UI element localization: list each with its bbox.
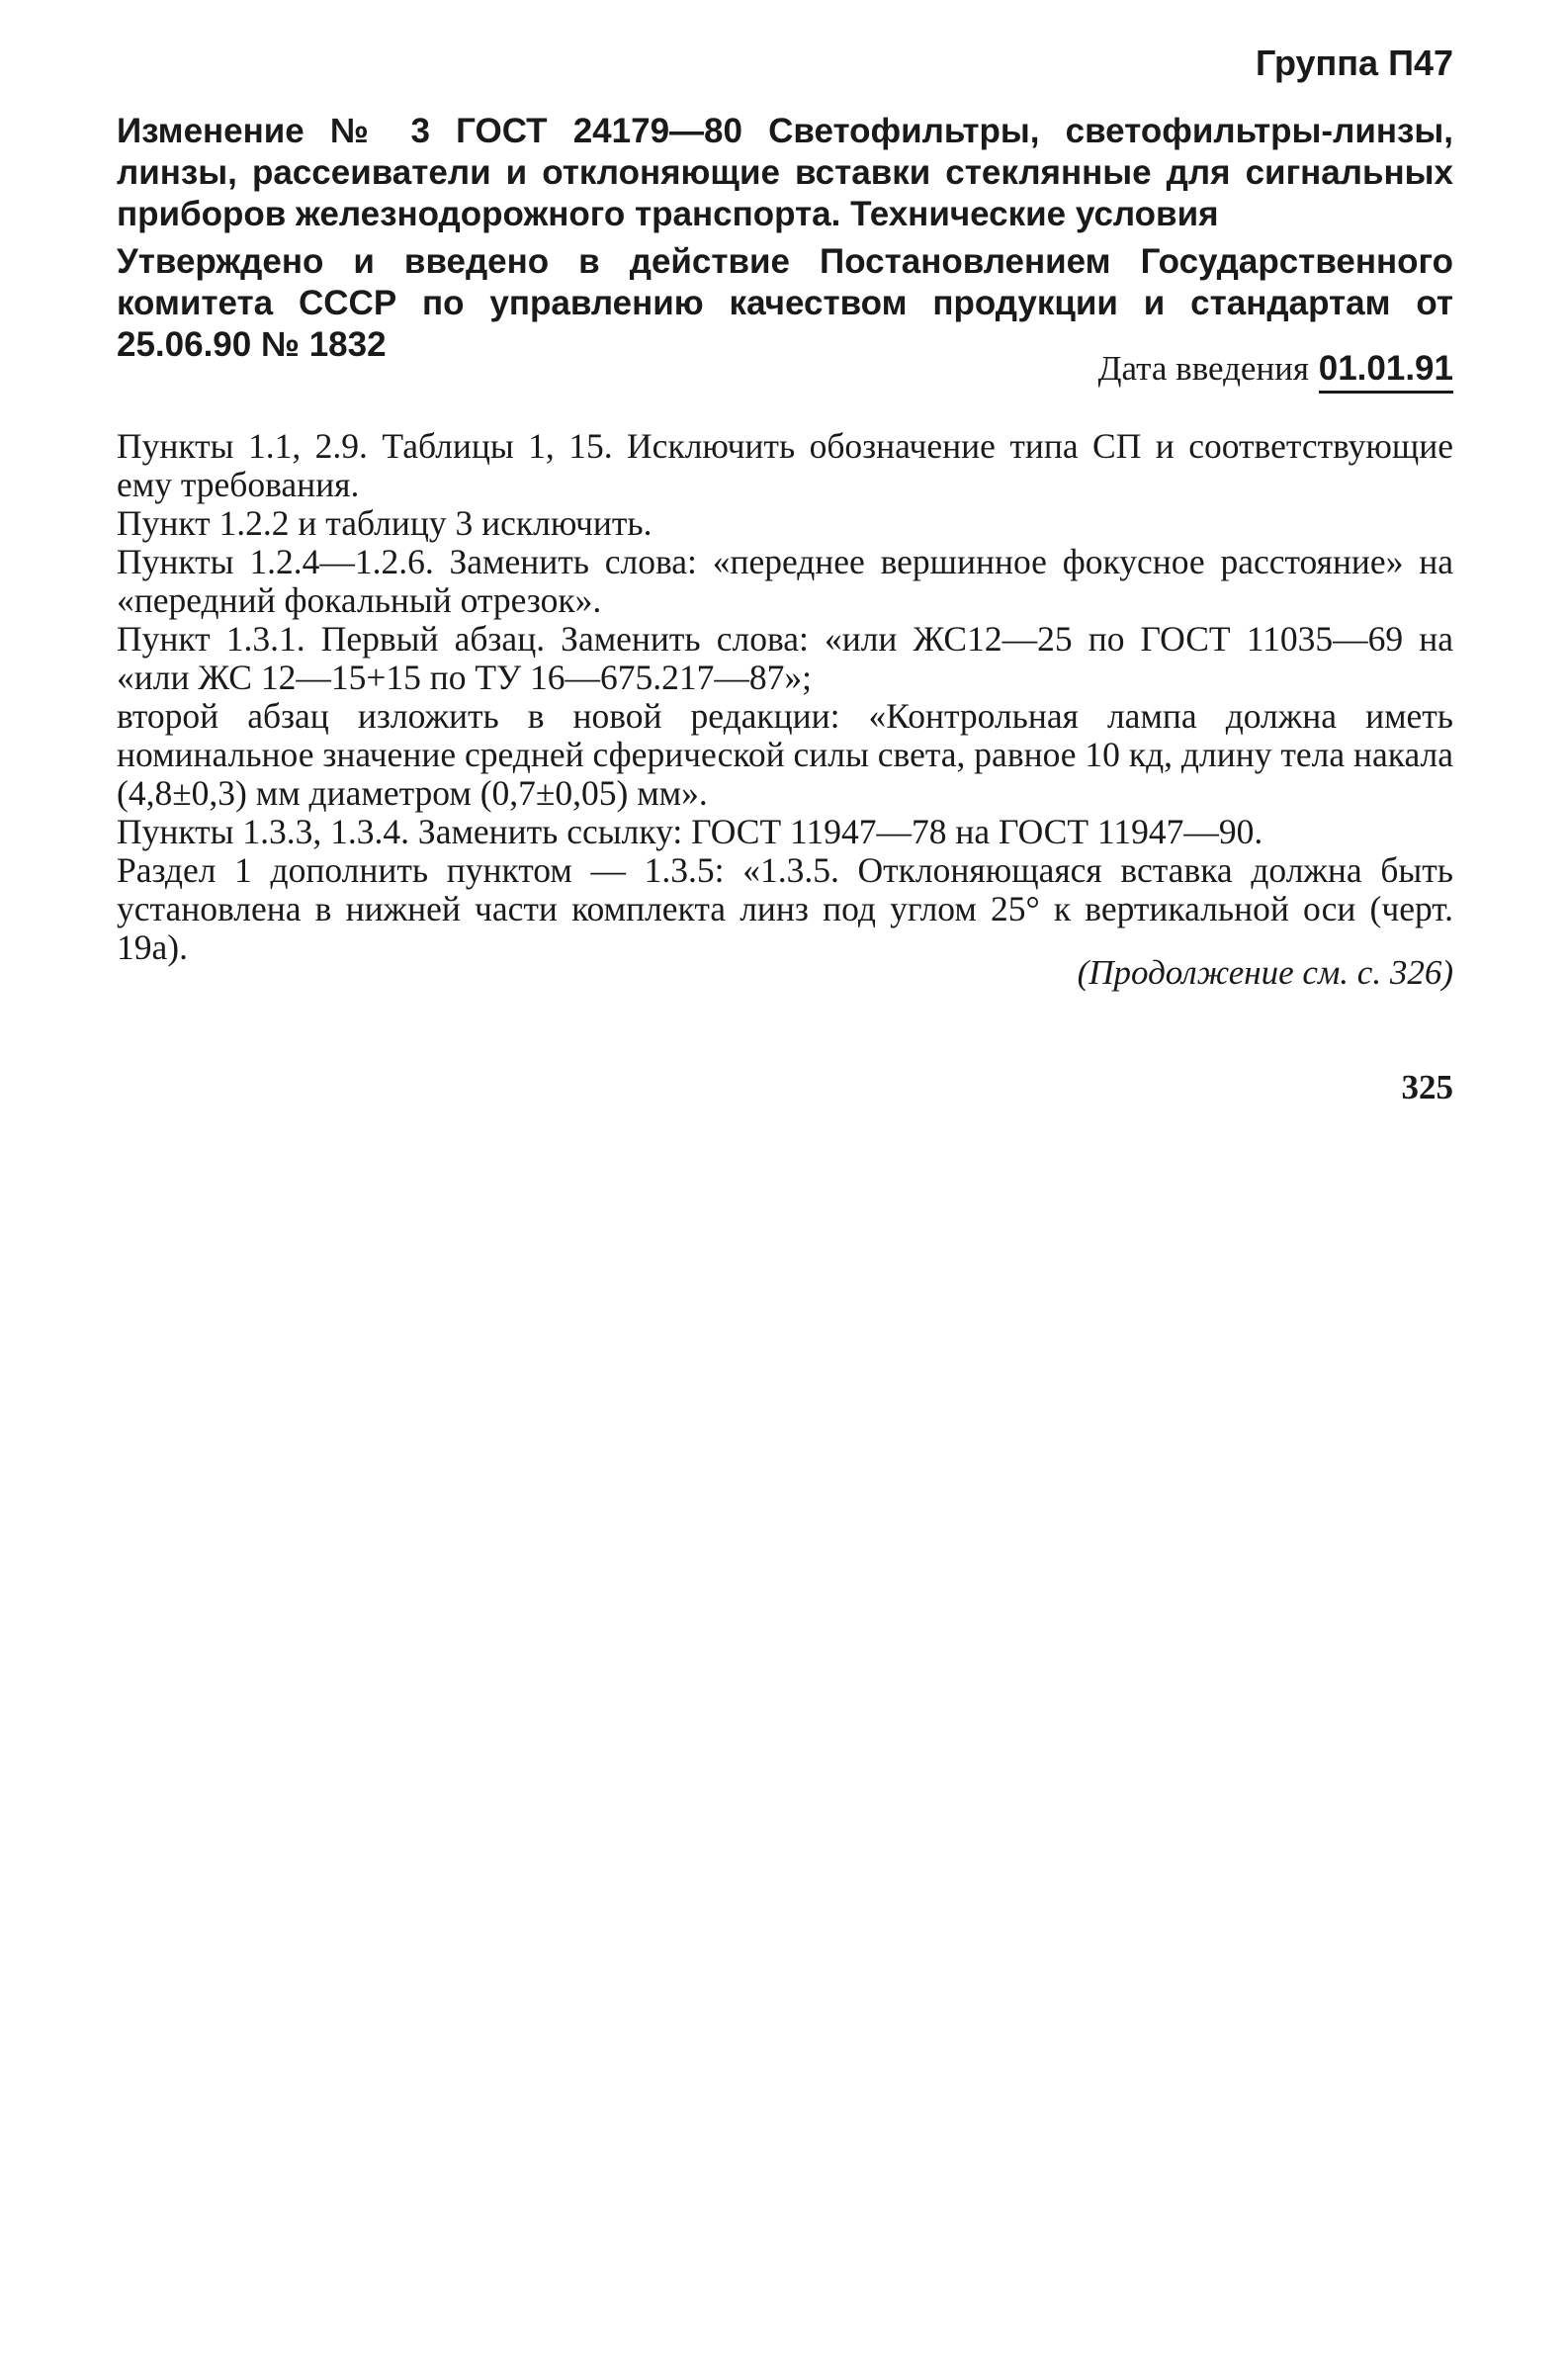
- paragraph: Пункты 1.2.4—1.2.6. Заменить слова: «переднее вершинное фокусное расстояние» на «передний фокальный отрезок».: [117, 542, 1453, 620]
- paragraph: Пункт 1.2.2 и таблицу 3 исключить.: [117, 503, 653, 543]
- introduction-date-label: Дата введения: [1097, 349, 1310, 388]
- page-number: 325: [1401, 1068, 1453, 1106]
- introduction-date-value: 01.01.91: [1319, 348, 1453, 394]
- paragraph: Раздел 1 дополнить пунктом — 1.3.5: «1.3.5. Отклоняющаяся вставка должна быть установлена в нижней части комплекта линз под углом 25° к вертикальной оси (черт. 19а).: [117, 850, 1453, 967]
- paragraph: Пункты 1.3.3, 1.3.4. Заменить ссылку: ГОСТ 11947—78 на ГОСТ 11947—90.: [117, 812, 1263, 851]
- change-title: Изменение № 3 ГОСТ 24179—80 Светофильтры, светофильтры-линзы, линзы, рассеиватели и отклоняющие вставки стеклянные для сигнальных приборов железнодорожного транспорта. Технические условия: [117, 112, 1453, 233]
- introduction-date: [1098, 348, 1453, 394]
- change-text: [117, 427, 1453, 967]
- paragraph: Пункт 1.3.1. Первый абзац. Заменить слова: «или ЖС12—25 по ГОСТ 11035—69 на «или ЖС 12—15+15 по ТУ 16—675.217—87»;: [117, 619, 1453, 697]
- group-code: Группа П47: [1255, 43, 1453, 83]
- continuation-note: (Продолжение см. с. 326): [1077, 953, 1453, 992]
- paragraph: Пункты 1.1, 2.9. Таблицы 1, 15. Исключить обозначение типа СП и соответствующие ему требования.: [117, 426, 1453, 504]
- approval-statement: Утверждено и введено в действие Постановлением Государственного комитета СССР по управлению качеством продукции и стандартам от 25.06.90 № 1832: [117, 242, 1453, 364]
- paragraph: второй абзац изложить в новой редакции: «Контрольная лампа должна иметь номинальное значение средней сферической силы света, равное 10 кд, длину тела накала (4,8±0,3) мм диаметром (0,7±0,05) мм».: [117, 696, 1453, 813]
